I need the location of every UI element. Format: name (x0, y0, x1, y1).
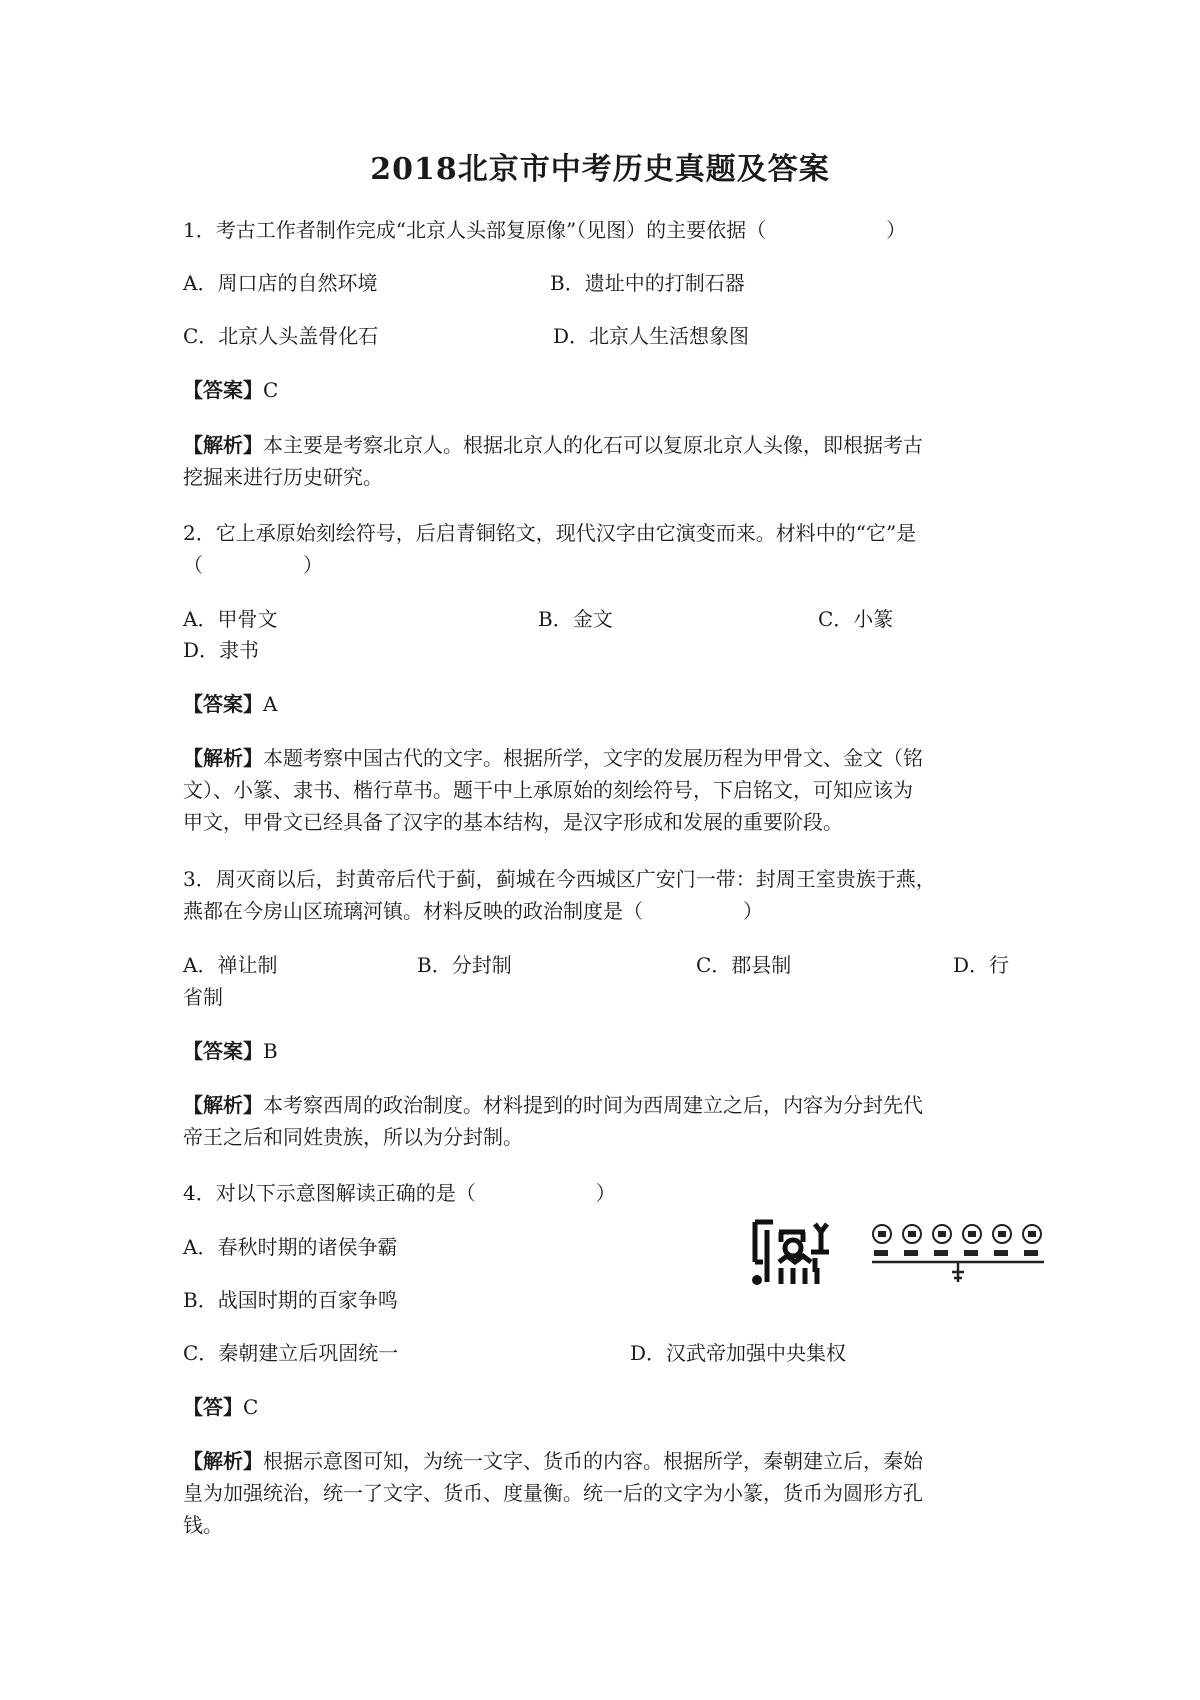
coins-unification-diagram (868, 1222, 1068, 1292)
question-1-stem: 1．考古工作者制作完成“北京人头部复原像”（见图）的主要依据（ ） (183, 218, 907, 242)
question-2-option-b: B．金文 (538, 607, 613, 631)
question-2-option-d: D．隶书 (183, 638, 260, 662)
question-1-analysis-line-1 (183, 430, 923, 460)
question-3-option-c: C．郡县制 (696, 953, 792, 977)
question-3-analysis-line-1 (183, 1090, 923, 1120)
analysis-text: 本考察西周的政治制度。材料提到的时间为西周建立之后，内容为分封先代 (263, 1093, 923, 1117)
question-1-option-b: B．遗址中的打制石器 (550, 271, 745, 295)
question-4-option-b: B．战国时期的百家争鸣 (183, 1288, 398, 1312)
question-4-analysis-line-3: 钱。 (183, 1513, 223, 1537)
question-3-answer (183, 1036, 278, 1066)
analysis-label: 【解析】 (183, 1093, 263, 1117)
answer-value: A (263, 692, 278, 716)
question-4-option-d: D．汉武帝加强中央集权 (630, 1341, 847, 1365)
answer-value: C (243, 1395, 259, 1419)
question-1-answer (183, 375, 278, 405)
question-4-analysis-line-2: 皇为加强统治，统一了文字、货币、度量衡。统一后的文字为小篆，货币为圆形方孔 (183, 1481, 923, 1505)
question-4-option-c: C．秦朝建立后巩固统一 (183, 1341, 399, 1365)
question-1-option-d: D．北京人生活想象图 (553, 324, 750, 348)
page-title: 2018北京市中考历史真题及答案 (370, 152, 830, 187)
question-3-stem-line-1: 3．周灭商以后，封黄帝后代于蓟，蓟城在今西城区广安门一带：封周王室贵族于燕， (183, 867, 936, 891)
analysis-text: 本题考察中国古代的文字。根据所学，文字的发展历程为甲骨文、金文（铭 (263, 746, 923, 770)
question-1-option-a: A．周口店的自然环境 (183, 271, 378, 295)
answer-label: 【答】 (183, 1395, 243, 1419)
question-2-option-a: A．甲骨文 (183, 607, 278, 631)
answer-label: 【答案】 (183, 692, 263, 716)
question-3-option-d-part-2: 省制 (183, 985, 223, 1009)
analysis-text: 本主要是考察北京人。根据北京人的化石可以复原北京人头像，即根据考古 (263, 433, 923, 457)
question-4-stem: 4．对以下示意图解读正确的是（ ） (183, 1181, 616, 1205)
analysis-label: 【解析】 (183, 746, 263, 770)
question-2-analysis-line-3: 甲文，甲骨文已经具备了汉字的基本结构，是汉字形成和发展的重要阶段。 (183, 810, 843, 834)
question-3-analysis-line-2: 帝王之后和同姓贵族，所以为分封制。 (183, 1125, 523, 1149)
question-4-analysis-line-1 (183, 1446, 923, 1476)
answer-label: 【答案】 (183, 1039, 263, 1063)
analysis-text: 根据示意图可知，为统一文字、货币的内容。根据所学，秦朝建立后，秦始 (263, 1449, 923, 1473)
question-2-answer (183, 689, 277, 719)
question-3-option-a: A．禅让制 (183, 953, 278, 977)
question-2-stem-line-2: （ ） (183, 553, 323, 577)
question-2-analysis-line-2: 文）、小篆、隶书、楷行草书。题干中上承原始的刻绘符号，下启铭文，可知应该为 (183, 778, 913, 802)
analysis-label: 【解析】 (183, 433, 263, 457)
answer-value: B (263, 1039, 278, 1063)
analysis-label: 【解析】 (183, 1449, 263, 1473)
question-3-stem-line-2: 燕都在今房山区琉璃河镇。材料反映的政治制度是（ ） (183, 899, 763, 923)
question-4-answer (183, 1392, 258, 1422)
question-2-stem-line-1: 2．它上承原始刻绘符号，后启青铜铭文，现代汉字由它演变而来。材料中的“它”是 (183, 521, 917, 545)
question-2-analysis-line-1 (183, 743, 923, 773)
question-2-option-c: C．小篆 (818, 607, 894, 631)
answer-label: 【答案】 (183, 378, 263, 402)
question-1-analysis-line-2: 挖掘来进行历史研究。 (183, 465, 383, 489)
answer-value: C (263, 378, 279, 402)
question-3-option-d-part-1: D．行 (953, 953, 1010, 977)
question-3-option-b: B．分封制 (417, 953, 512, 977)
question-1-option-c: C．北京人头盖骨化石 (183, 324, 379, 348)
ancient-character-image (745, 1212, 840, 1292)
question-4-option-a: A．春秋时期的诸侯争霸 (183, 1235, 398, 1259)
